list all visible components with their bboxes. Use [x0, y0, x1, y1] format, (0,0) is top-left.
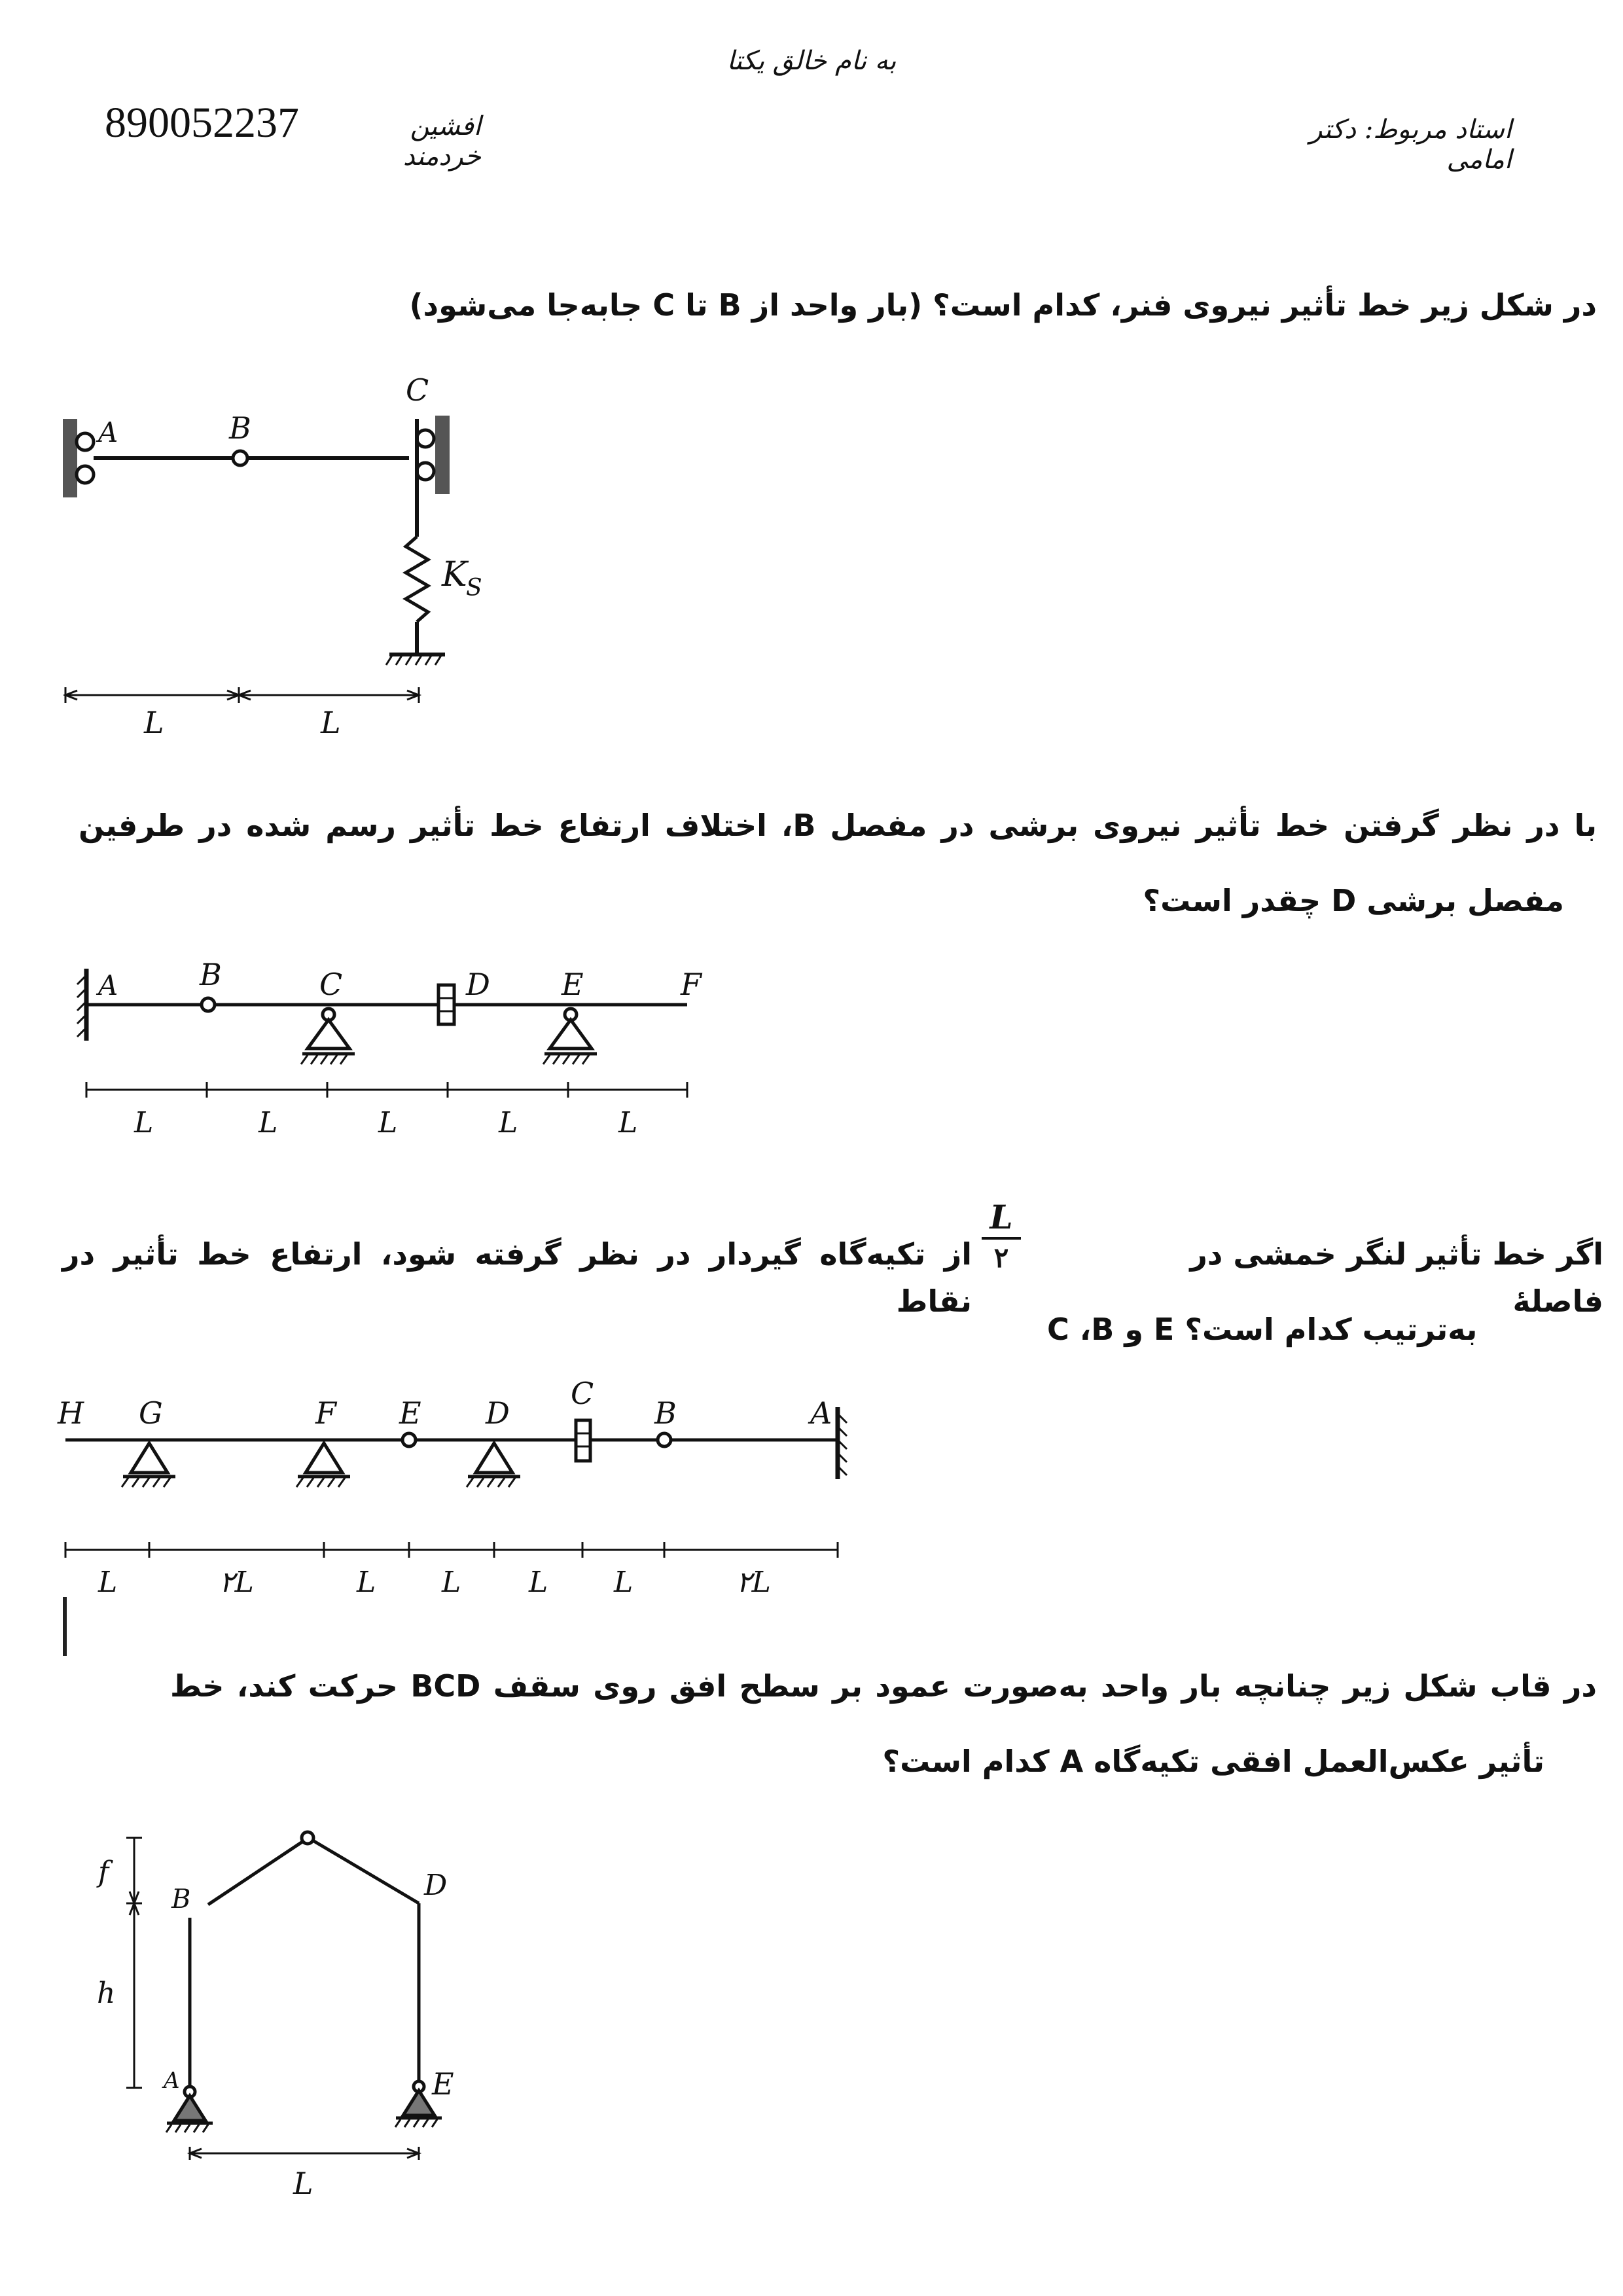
pin-support-e — [403, 2090, 435, 2115]
label-e: E — [562, 967, 584, 1002]
dim-3-2: ۲L — [219, 1566, 254, 1599]
dim-3-4: L — [442, 1566, 461, 1599]
fraction-numerator: L — [982, 1198, 1021, 1240]
label-f: F — [681, 967, 702, 1002]
label-b: B — [654, 1395, 677, 1431]
hinge-crown — [302, 1832, 313, 1844]
label-spring-sub: S — [466, 575, 482, 601]
label-b: B — [200, 957, 222, 992]
dim-1-1: L — [144, 705, 164, 740]
dimension-horizontal — [190, 2147, 419, 2160]
dim-2-4: L — [499, 1106, 518, 1139]
label-a: A — [810, 1395, 832, 1431]
pin-support-a — [174, 2096, 205, 2121]
bismillah: به نام خالق یکتا — [726, 46, 897, 76]
dim-1-2: L — [321, 705, 341, 740]
label-a: A — [98, 969, 118, 1001]
label-c: C — [571, 1376, 594, 1411]
label-a: A — [164, 2068, 180, 2094]
dim-3-6: L — [614, 1566, 633, 1599]
label-d: D — [424, 1869, 448, 1902]
label-h: h — [97, 1977, 116, 2010]
fraction-denominator: ۲ — [993, 1242, 1009, 1274]
label-d: D — [466, 967, 490, 1002]
roof-right — [313, 1840, 419, 1903]
question-3-line-2: C ،B و E به‌ترتیب کدام است؟ — [1047, 1312, 1478, 1347]
label-d: D — [486, 1395, 510, 1431]
student-id: 890052237 — [105, 99, 299, 147]
label-spring: K — [442, 555, 467, 594]
question-2-line-1: با در نظر گرفتن خط تأثیر نیروی برشی در مفصل B، اختلاف ارتفاع خط تأثیر رسم شده در طرفین — [79, 808, 1597, 843]
dim-2-2: L — [259, 1106, 278, 1139]
label-h: H — [58, 1395, 84, 1431]
label-c: C — [319, 967, 343, 1002]
student-name: افشین خردمند — [402, 111, 481, 171]
question-4-line-2: تأثیر عکس‌العمل افقی تکیه‌گاه A کدام است؟ — [882, 1744, 1544, 1779]
dim-2-5: L — [618, 1106, 638, 1139]
dim-2-3: L — [378, 1106, 398, 1139]
label-g: G — [139, 1395, 163, 1431]
question-4-line-1: در قاب شکل زیر چنانچه بار واحد به‌صورت عمود بر سطح افق روی سقف BCD حرکت کند، خط — [170, 1668, 1597, 1704]
dim-3-1: L — [98, 1566, 118, 1599]
dim-2-1: L — [134, 1106, 154, 1139]
dim-3-3: L — [357, 1566, 376, 1599]
label-a: A — [98, 416, 118, 448]
roof-left — [208, 1840, 304, 1905]
label-l: L — [293, 2166, 313, 2201]
label-b: B — [171, 1884, 191, 1914]
question-3-line-1-pre: اگر خط تأثیر لنگر خمشی در فاصلهٔ — [1190, 1236, 1603, 1319]
question-3-line-1-post: از تکیه‌گاه گیردار در نظر گرفته شود، ارتفاع خط تأثیر در نقاط — [62, 1236, 972, 1319]
dimension-vertical — [126, 1838, 142, 2088]
dim-3-5: L — [529, 1566, 548, 1599]
question-1-text: در شکل زیر خط تأثیر نیروی فنر، کدام است؟ (بار واحد از B تا C جابه‌جا می‌شود) — [409, 287, 1597, 323]
label-b: B — [229, 410, 251, 446]
dim-3-7: ۲L — [736, 1566, 771, 1599]
question-2-line-2: مفصل برشی D چقدر است؟ — [1143, 883, 1564, 918]
label-e: E — [399, 1395, 421, 1431]
label-f: F — [315, 1395, 336, 1431]
label-e: E — [432, 2066, 454, 2102]
instructor-line: استاد مربوط: دکتر امامی — [1310, 115, 1512, 175]
label-c: C — [406, 372, 429, 408]
label-f: f — [98, 1856, 109, 1889]
